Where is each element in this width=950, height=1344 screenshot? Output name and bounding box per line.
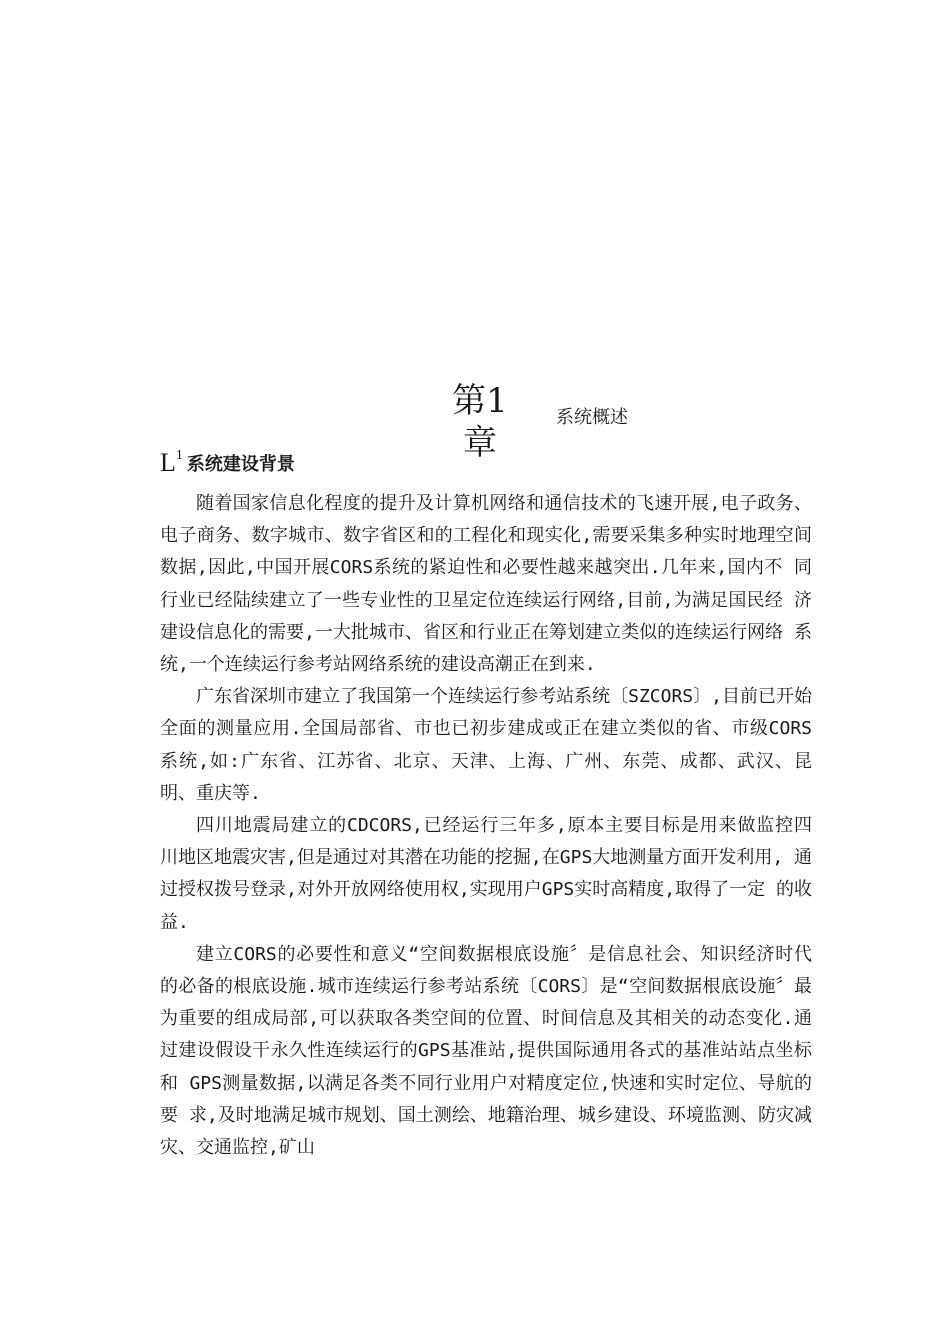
section-number-sup: 1 — [175, 448, 183, 463]
paragraph: 四川地震局建立的CDCORS,已经运行三年多,原本主要目标是用来做监控四 川地区地震灾害,但是通过对其潜在功能的挖掘,在GPS大地测量方面开发利用, 通过授权拨号登录,对外开放网络使用权,实现用户GPS实时高精度,取得了一定 的收益. — [160, 815, 812, 933]
paragraph: 建立CORS的必要性和意义“空间数据根底设施〞是信息社会、知识经济时代 的必备的根底设施.城市连续运行参考站系统〔CORS〕是“空间数据根底设施〞最 为重要的组成局部,可以获取各类空间的位置、时间信息及其相关的动态变化.通 过建设假设干永久性连续运行的GPS基准站,提供国际通用各式的基准站站点坐标和 GPS测量数据,以满足各类不同行业用户对精度定位,快速和实时定位、导航的要 求,及时地满足城市规划、国土测绘、地籍治理、城乡建设、环境监测、防灾减 灾、交通监控,矿山 — [160, 943, 812, 1159]
paragraph: 广东省深圳市建立了我国第一个连续运行参考站系统〔SZCORS〕,目前已开始 全面的测量应用.全国局部省、市也已初步建成或正在建立类似的省、市级CORS 系统,如:广东省、江苏省、北京、天津、上海、广州、东莞、成都、武汉、昆 明、重庆等. — [160, 686, 812, 804]
body-text — [160, 488, 812, 1164]
section-title: 系统建设背景 — [186, 454, 295, 475]
paragraph: 随着国家信息化程度的提升及计算机网络和通信技术的飞速开展,电子政务、 电子商务、数字城市、数字省区和的工程化和现实化,需要采集多种实时地理空间 数据,因此,中国开展CORS系统的紧迫性和必要性越来越突出.几年来,国内不 同行业已经陆续建立了一些专业性的卫星定位连续运行网络,目前,为满足国民经 济建设信息化的需要,一大批城市、省区和行业正在筹划建立类似的连续运行网络 系统,一个连续运行参考站网络系统的建设高潮正在到来. — [160, 493, 812, 676]
chapter-title: 系统概述 — [556, 407, 628, 428]
section-number: $L^1$ — [160, 448, 183, 477]
chapter-label: 第1章 — [452, 381, 508, 463]
section-heading — [160, 440, 295, 479]
